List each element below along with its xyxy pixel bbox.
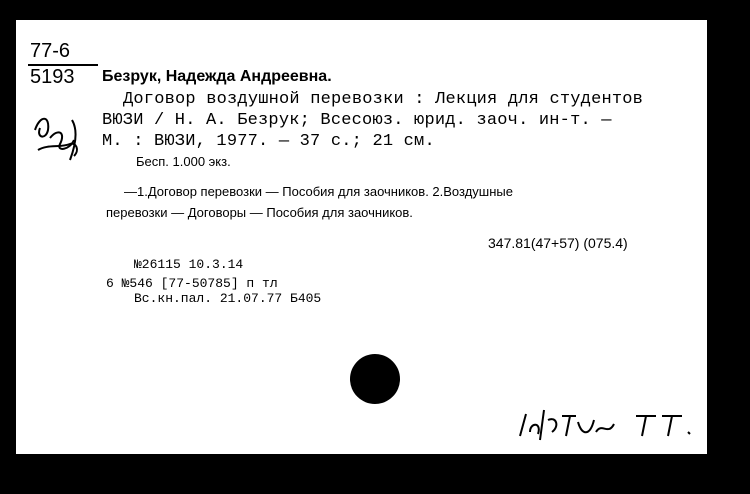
inventory-line-2: 6 №546 [77-50785] п тл [106, 276, 278, 291]
punch-hole [350, 354, 400, 404]
handwritten-signature [516, 402, 706, 442]
print-run: Бесп. 1.000 экз. [136, 154, 231, 169]
catalog-card [16, 20, 707, 454]
inventory-line-1: №26115 10.3.14 [134, 257, 244, 272]
tracing-line-2: перевозки — Договоры — Пособия для заочников. [106, 205, 413, 220]
title-line-1: Договор воздушной перевозки : Лекция для студентов [123, 90, 644, 109]
author-heading: Безрук, Надежда Андреевна. [102, 68, 332, 85]
title-line-3: М. : ВЮЗИ, 1977. — 37 с.; 21 см. [102, 132, 435, 151]
title-line-2: ВЮЗИ / Н. А. Безрук; Всесоюз. юрид. заоч. ин-т. — [102, 111, 612, 130]
classification-code: 347.81(47+57) (075.4) [488, 235, 628, 251]
handwritten-margin-note [30, 110, 90, 190]
call-number-bottom: 5193 [30, 66, 75, 88]
call-number-top: 77-6 [30, 40, 71, 62]
inventory-line-3: Вс.кн.пал. 21.07.77 Б405 [134, 291, 322, 306]
tracing-line-1: —1.Договор перевозки — Пособия для заочников. 2.Воздушные [124, 184, 513, 199]
